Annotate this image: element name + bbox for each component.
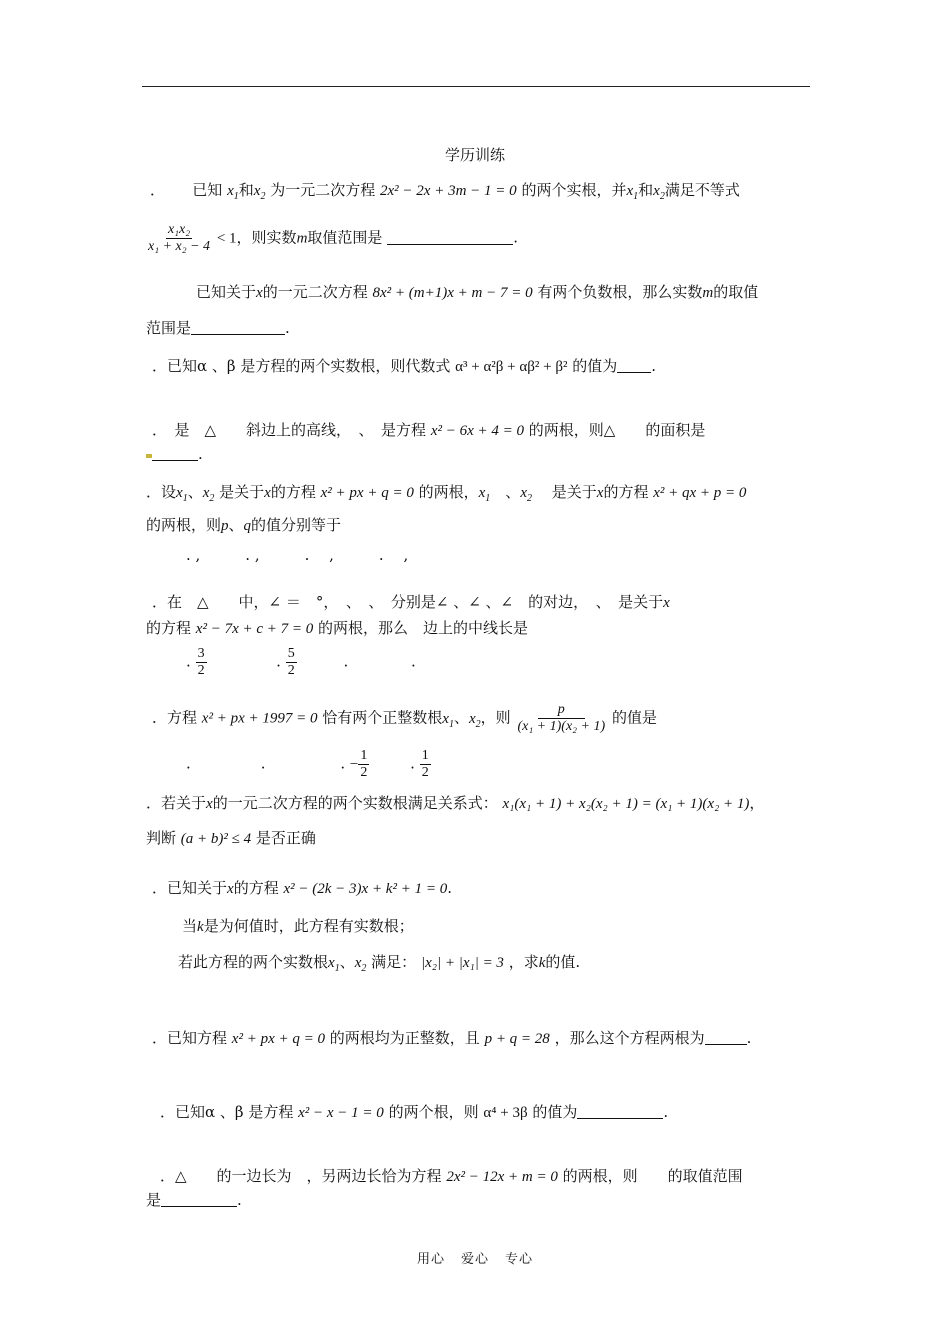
q11-equation: x² − x − 1 = 0 [298, 1105, 384, 1121]
q2-equation: 8x² + (m+1)x + m − 7 = 0 [372, 285, 533, 301]
question-5-line-2: 的两根，则p、q的值分别等于 [146, 516, 342, 534]
q7-options: . . . − $\frac{1}{2}$ . $\frac{1}{2}$ [186, 748, 429, 780]
question-4-line-2: . [146, 444, 203, 464]
footer-item: 用心 [416, 1252, 445, 1267]
question-8-line-1: ．若关于x的一元二次方程的两个实数根满足关系式： x₁(x₁ + 1) + x₂(x₂ + 1) = (x₁ + 1)(x₂ + 1)， [146, 794, 765, 812]
question-1-line-1: ． 已知 $x_1$和$x_2$ 为一元二次方程 2x² − 2x + 3m − 1 = 0 的两个实根，并$x_1$和$x_2$满足不等式 [150, 181, 740, 202]
question-6-line-2: 的方程 x² − 7x + c + 7 = 0 的两根，那么 边上的中线长是 [146, 619, 529, 637]
question-12-line-1: ．△ 的一边长为 ，另两边长恰为方程 2x² − 12x + m = 0 的两根，则 的取值范围 [160, 1167, 743, 1185]
q8-relation: x₁(x₁ + 1) + x₂(x₂ + 1) = (x₁ + 1)(x₂ + 1) [502, 796, 750, 812]
question-1-line-2: $\frac{\text{x₁x₂}}{\text{x₁ + x₂ − 4}}$ < 1，则实数m取值范围是 . [148, 222, 518, 254]
question-5-line-1: ．设$x_1$、$x_2$ 是关于x的方程 x² + px + q = 0 的两根，$x_1$ 、$x_2$ 是关于x的方程 x² + qx + p = 0 [146, 483, 747, 504]
q10-answer-blank [705, 1030, 747, 1045]
q3-answer-blank [617, 358, 651, 373]
q8-inequality: (a + b)² ≤ 4 [180, 831, 252, 847]
question-9: ．已知关于x的方程 x² − (2k − 3)x + k² + 1 = 0. [152, 879, 452, 897]
q12-equation: 2x² − 12x + m = 0 [446, 1169, 558, 1185]
q7-fraction: $\frac{p}{\text{(x₁ + 1)(x₂ + 1)}}$ [517, 702, 606, 734]
q7-option-c-fraction: $\frac{1}{2}$ [360, 748, 368, 780]
page-footer [0, 1248, 950, 1267]
question-6-line-1: ．在 △ 中，∠ ＝ °， 、 、 分别是∠ 、∠ 、∠ 的对边， 、 是关于x [152, 593, 670, 611]
q1-equation: 2x² − 2x + 3m − 1 = 0 [380, 183, 517, 199]
q6-option-a-fraction: $\frac{3}{2}$ [197, 646, 205, 678]
q11-expression: α⁴ + 3β [483, 1105, 528, 1121]
question-10: ．已知方程 x² + px + q = 0 的两根均为正整数，且 p + q = 28 ，那么这个方程两根为 . [152, 1029, 752, 1047]
question-8-line-2: 判断 (a + b)² ≤ 4 是否正确 [146, 829, 316, 847]
q3-expression: α³ + α²β + αβ² + β² [455, 359, 568, 375]
question-7: ．方程 x² + px + 1997 = 0 恰有两个正整数根$x_1$、$x_2$，则 $\frac{p}{\text{(x₁ + 1)(x₂ + 1)}}$ 的值是 [152, 702, 657, 734]
q4-answer-blank [152, 446, 198, 461]
question-4-line-1: ． 是 △ 斜边上的高线， 、 是方程 x² − 6x + 4 = 0 的两根，则△ 的面积是 [152, 421, 706, 439]
question-2-line-1: 已知关于x的一元二次方程 8x² + (m+1)x + m − 7 = 0 有两个负数根，那么实数m的取值 [196, 283, 759, 301]
q5-equation-2: x² + qx + p = 0 [653, 485, 747, 501]
page-title: 学历训练 [444, 146, 505, 164]
q4-equation: x² − 6x + 4 = 0 [430, 423, 525, 439]
q10-equation: x² + px + q = 0 [231, 1031, 325, 1047]
q5-equation-1: x² + px + q = 0 [320, 485, 414, 501]
q6-equation: x² − 7x + c + 7 = 0 [195, 621, 314, 637]
question-12-line-2: 是 . [146, 1191, 242, 1209]
q10-condition: p + q = 28 [484, 1031, 550, 1047]
question-9-part-1: 当k是为何值时，此方程有实数根； [182, 917, 414, 935]
q7-equation: x² + px + 1997 = 0 [201, 710, 318, 727]
q7-option-d-fraction: $\frac{1}{2}$ [421, 748, 429, 780]
question-2-line-2: 范围是 . [146, 319, 290, 337]
q9-condition: |x₂| + |x₁| = 3 [420, 955, 504, 971]
q12-answer-blank [161, 1192, 237, 1207]
q6-options: . $\frac{3}{2}$ . $\frac{5}{2}$ . . [186, 646, 416, 678]
question-9-part-2: 若此方程的两个实数根$x_1$、$x_2$ 满足： |x₂| + |x₁| = 3 ，求k的值. [178, 953, 581, 974]
q1-fraction: $\frac{\text{x₁x₂}}{\text{x₁ + x₂ − 4}}$ [148, 222, 211, 254]
footer-item: 爱心 [460, 1252, 489, 1267]
footer-item: 专心 [505, 1252, 534, 1267]
q9-equation: x² − (2k − 3)x + k² + 1 = 0 [283, 881, 448, 897]
q11-answer-blank [577, 1104, 663, 1119]
q2-answer-blank [191, 320, 285, 335]
q5-options: . , . , . , . , [186, 546, 409, 564]
question-3: ．已知α 、β 是方程的两个实数根，则代数式 α³ + α²β + αβ² + β² 的值为 . [152, 357, 657, 375]
question-11: ．已知α 、β 是方程 x² − x − 1 = 0 的两个根，则 α⁴ + 3β 的值为 . [160, 1103, 669, 1121]
q1-answer-blank [387, 230, 513, 245]
q6-option-b-fraction: $\frac{5}{2}$ [287, 646, 295, 678]
header-rule [142, 86, 810, 87]
